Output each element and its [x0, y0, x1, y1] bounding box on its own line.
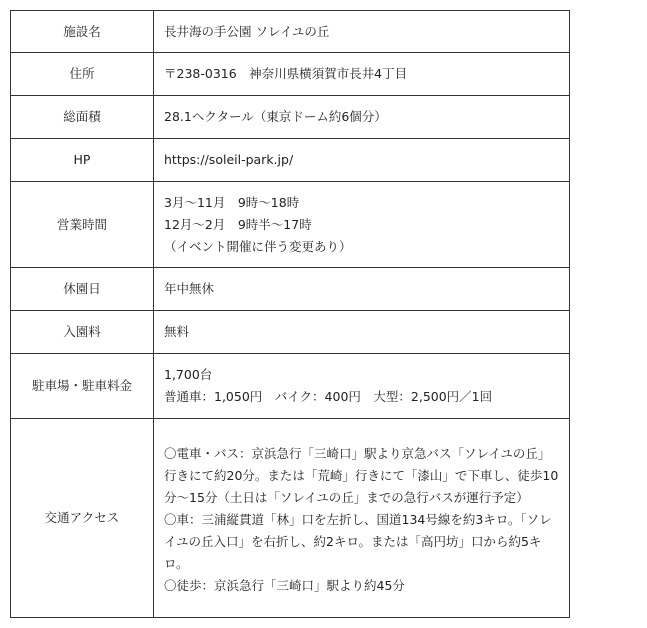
homepage-url: https://soleil-park.jp/: [164, 152, 294, 167]
row-value: [154, 96, 570, 139]
row-access: [11, 419, 570, 618]
access-car: 〇車：三浦縦貫道「林」口を左折し、国道134号線を約3キロ。「ソレイユの丘入口」を右折し、約2キロ。または「高円坊」口から約5キロ。: [164, 512, 552, 571]
row-label: 駐車場・駐車料金: [11, 354, 154, 419]
value-line: 〒238-0316 神奈川県横須賀市長井4丁目: [164, 66, 408, 81]
row-label: 休園日: [11, 268, 154, 311]
value-line: 12月～2月 9時半～17時: [164, 216, 312, 232]
row-label: HP: [11, 139, 154, 182]
value-line: 長井海の手公園 ソレイユの丘: [164, 23, 330, 39]
value-line: 3月～11月 9時～18時: [164, 194, 300, 210]
row-opening-hours: [11, 182, 570, 268]
access-walk: 〇徒歩：京浜急行「三崎口」駅より約45分: [164, 578, 405, 593]
row-label: 入園料: [11, 311, 154, 354]
row-label: 交通アクセス: [11, 419, 154, 618]
row-value: [154, 53, 570, 96]
value-line: （イベント開催に伴う変更あり）: [164, 238, 352, 254]
value-line: 年中無休: [164, 281, 215, 296]
value-line: 普通車：1,050円 バイク：400円 大型：2,500円／1回: [164, 389, 493, 404]
row-label: 施設名: [11, 11, 154, 53]
row-admission-fee: [11, 311, 570, 354]
row-value: [154, 354, 570, 419]
access-train-bus: 〇電車・バス：京浜急行「三崎口」駅より京急バス「ソレイユの丘」行きにて約20分。または「荒崎」行きにて「漆山」で下車し、徒歩10分～15分（土日は「ソレイユの丘」までの急行バスが運行予定）: [164, 446, 559, 505]
row-value: [154, 311, 570, 354]
row-label: 総面積: [11, 96, 154, 139]
row-total-area: [11, 96, 570, 139]
row-label: 営業時間: [11, 182, 154, 268]
row-closed-days: [11, 268, 570, 311]
row-address: [11, 53, 570, 96]
value-line: 28.1ヘクタール（東京ドーム約6個分）: [164, 109, 387, 124]
row-value: [154, 419, 570, 618]
row-facility-name: [11, 11, 570, 53]
row-parking: [11, 354, 570, 419]
row-homepage: [11, 139, 570, 182]
row-label: 住所: [11, 53, 154, 96]
value-line: 1,700台: [164, 367, 213, 382]
facility-info-table: [10, 10, 570, 618]
row-value: [154, 182, 570, 268]
row-value: [154, 268, 570, 311]
value-line: 無料: [164, 324, 190, 339]
row-value: [154, 139, 570, 182]
row-value: [154, 11, 570, 53]
